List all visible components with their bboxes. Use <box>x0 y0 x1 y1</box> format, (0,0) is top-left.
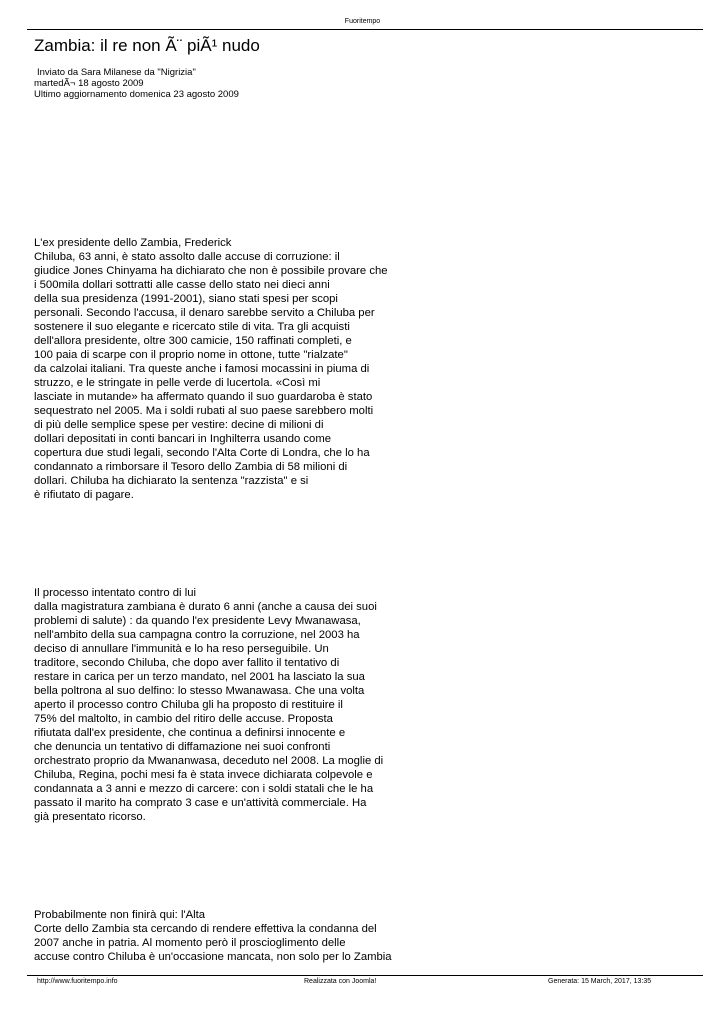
footer-rule <box>27 975 703 976</box>
article-paragraph-2 <box>34 586 434 824</box>
paragraph-line: lasciate in mutande» ha affermato quando il suo guardaroba è stato <box>34 391 373 403</box>
paragraph-line: passato il marito ha comprato 3 case e un'attività commerciale. Ha <box>34 797 367 809</box>
paragraph-line: di più delle semplice spese per vestire: decine di milioni di <box>34 419 324 431</box>
paragraph-line: 2007 anche in patria. Al momento però il proscioglimento delle <box>34 937 346 949</box>
paragraph-line: condannato a rimborsare il Tesoro dello Zambia di 58 milioni di <box>34 461 348 473</box>
article-date: martedÃ¬ 18 agosto 2009 <box>34 78 144 89</box>
paragraph-line: che denuncia un tentativo di diffamazione nei suoi confronti <box>34 741 331 753</box>
paragraph-line: nell'ambito della sua campagna contro la corruzione, nel 2003 ha <box>34 629 360 641</box>
paragraph-line: accuse contro Chiluba è un'occasione mancata, non solo per lo Zambia <box>34 951 392 963</box>
paragraph-line: L'ex presidente dello Zambia, Frederick <box>34 237 232 249</box>
paragraph-line: della sua presidenza (1991-2001), siano stati spesi per scopi <box>34 293 338 305</box>
header-rule <box>27 29 703 30</box>
paragraph-line: traditore, secondo Chiluba, che dopo aver fallito il tentativo di <box>34 657 340 669</box>
paragraph-line: orchestrato proprio da Mwananwasa, deceduto nel 2008. La moglie di <box>34 755 384 767</box>
paragraph-line: aperto il processo contro Chiluba gli ha proposto di restituire il <box>34 699 343 711</box>
footer-generated: Generata: 15 March, 2017, 13:35 <box>548 978 652 985</box>
article-meta <box>34 67 239 100</box>
paragraph-line: già presentato ricorso. <box>34 811 146 823</box>
article-title: Zambia: il re non Ã¨ piÃ¹ nudo <box>34 36 260 55</box>
paragraph-line: copertura due studi legali, secondo l'Alta Corte di Londra, che lo ha <box>34 447 370 459</box>
article-paragraph-1 <box>34 236 434 502</box>
paragraph-line: problemi di salute) : da quando l'ex presidente Levy Mwanawasa, <box>34 615 361 627</box>
paragraph-line: dell'allora presidente, oltre 300 camicie, 150 raffinati completi, e <box>34 335 352 347</box>
site-header: Fuoritempo <box>344 18 381 25</box>
paragraph-line: Il processo intentato contro di lui <box>34 587 197 599</box>
article-byline: Inviato da Sara Milanese da "Nigrizia" <box>37 67 196 78</box>
paragraph-line: bella poltrona al suo delfino: lo stesso Mwanawasa. Che una volta <box>34 685 365 697</box>
footer-url[interactable]: http://www.fuoritempo.info <box>37 978 118 985</box>
paragraph-line: dollari. Chiluba ha dichiarato la sentenza "razzista" e si <box>34 475 309 487</box>
paragraph-line: da calzolai italiani. Tra queste anche i famosi mocassini in piuma di <box>34 363 370 375</box>
paragraph-line: sostenere il suo elegante e ricercato stile di vita. Tra gli acquisti <box>34 321 350 333</box>
paragraph-line: dollari depositati in conti bancari in Inghilterra usando come <box>34 433 332 445</box>
paragraph-line: restare in carica per un terzo mandato, nel 2001 ha lasciato la sua <box>34 671 365 683</box>
paragraph-line: dalla magistratura zambiana è durato 6 anni (anche a causa dei suoi <box>34 601 377 613</box>
paragraph-line: è rifiutato di pagare. <box>34 489 134 501</box>
paragraph-line: rifiutata dall'ex presidente, che continua a definirsi innocente e <box>34 727 346 739</box>
paragraph-line: Probabilmente non finirà qui: l'Alta <box>34 909 206 921</box>
paragraph-line: 75% del maltolto, in cambio del ritiro delle accuse. Proposta <box>34 713 333 725</box>
paragraph-line: i 500mila dollari sottratti alle casse dello stato nei dieci anni <box>34 279 330 291</box>
paragraph-line: sequestrato nel 2005. Ma i soldi rubati al suo paese sarebbero molti <box>34 405 374 417</box>
paragraph-line: Chiluba, 63 anni, è stato assolto dalle accuse di corruzione: il <box>34 251 340 263</box>
paragraph-line: Corte dello Zambia sta cercando di rendere effettiva la condanna del <box>34 923 377 935</box>
article-updated: Ultimo aggiornamento domenica 23 agosto 2009 <box>34 89 239 100</box>
paragraph-line: giudice Jones Chinyama ha dichiarato che non è possibile provare che <box>34 265 388 277</box>
paragraph-line: struzzo, e le stringate in pelle verde di lucertola. «Così mi <box>34 377 321 389</box>
footer-made-with: Realizzata con Joomla! <box>304 978 377 985</box>
paragraph-line: personali. Secondo l'accusa, il denaro sarebbe servito a Chiluba per <box>34 307 375 319</box>
article-paragraph-3 <box>34 908 434 964</box>
paragraph-line: deciso di annullare l'immunità e lo ha reso perseguibile. Un <box>34 643 329 655</box>
paragraph-line: Chiluba, Regina, pochi mesi fa è stata invece dichiarata colpevole e <box>34 769 373 781</box>
paragraph-line: condannata a 3 anni e mezzo di carcere: con i soldi statali che le ha <box>34 783 374 795</box>
paragraph-line: 100 paia di scarpe con il proprio nome in ottone, tutte "rialzate" <box>34 349 348 361</box>
